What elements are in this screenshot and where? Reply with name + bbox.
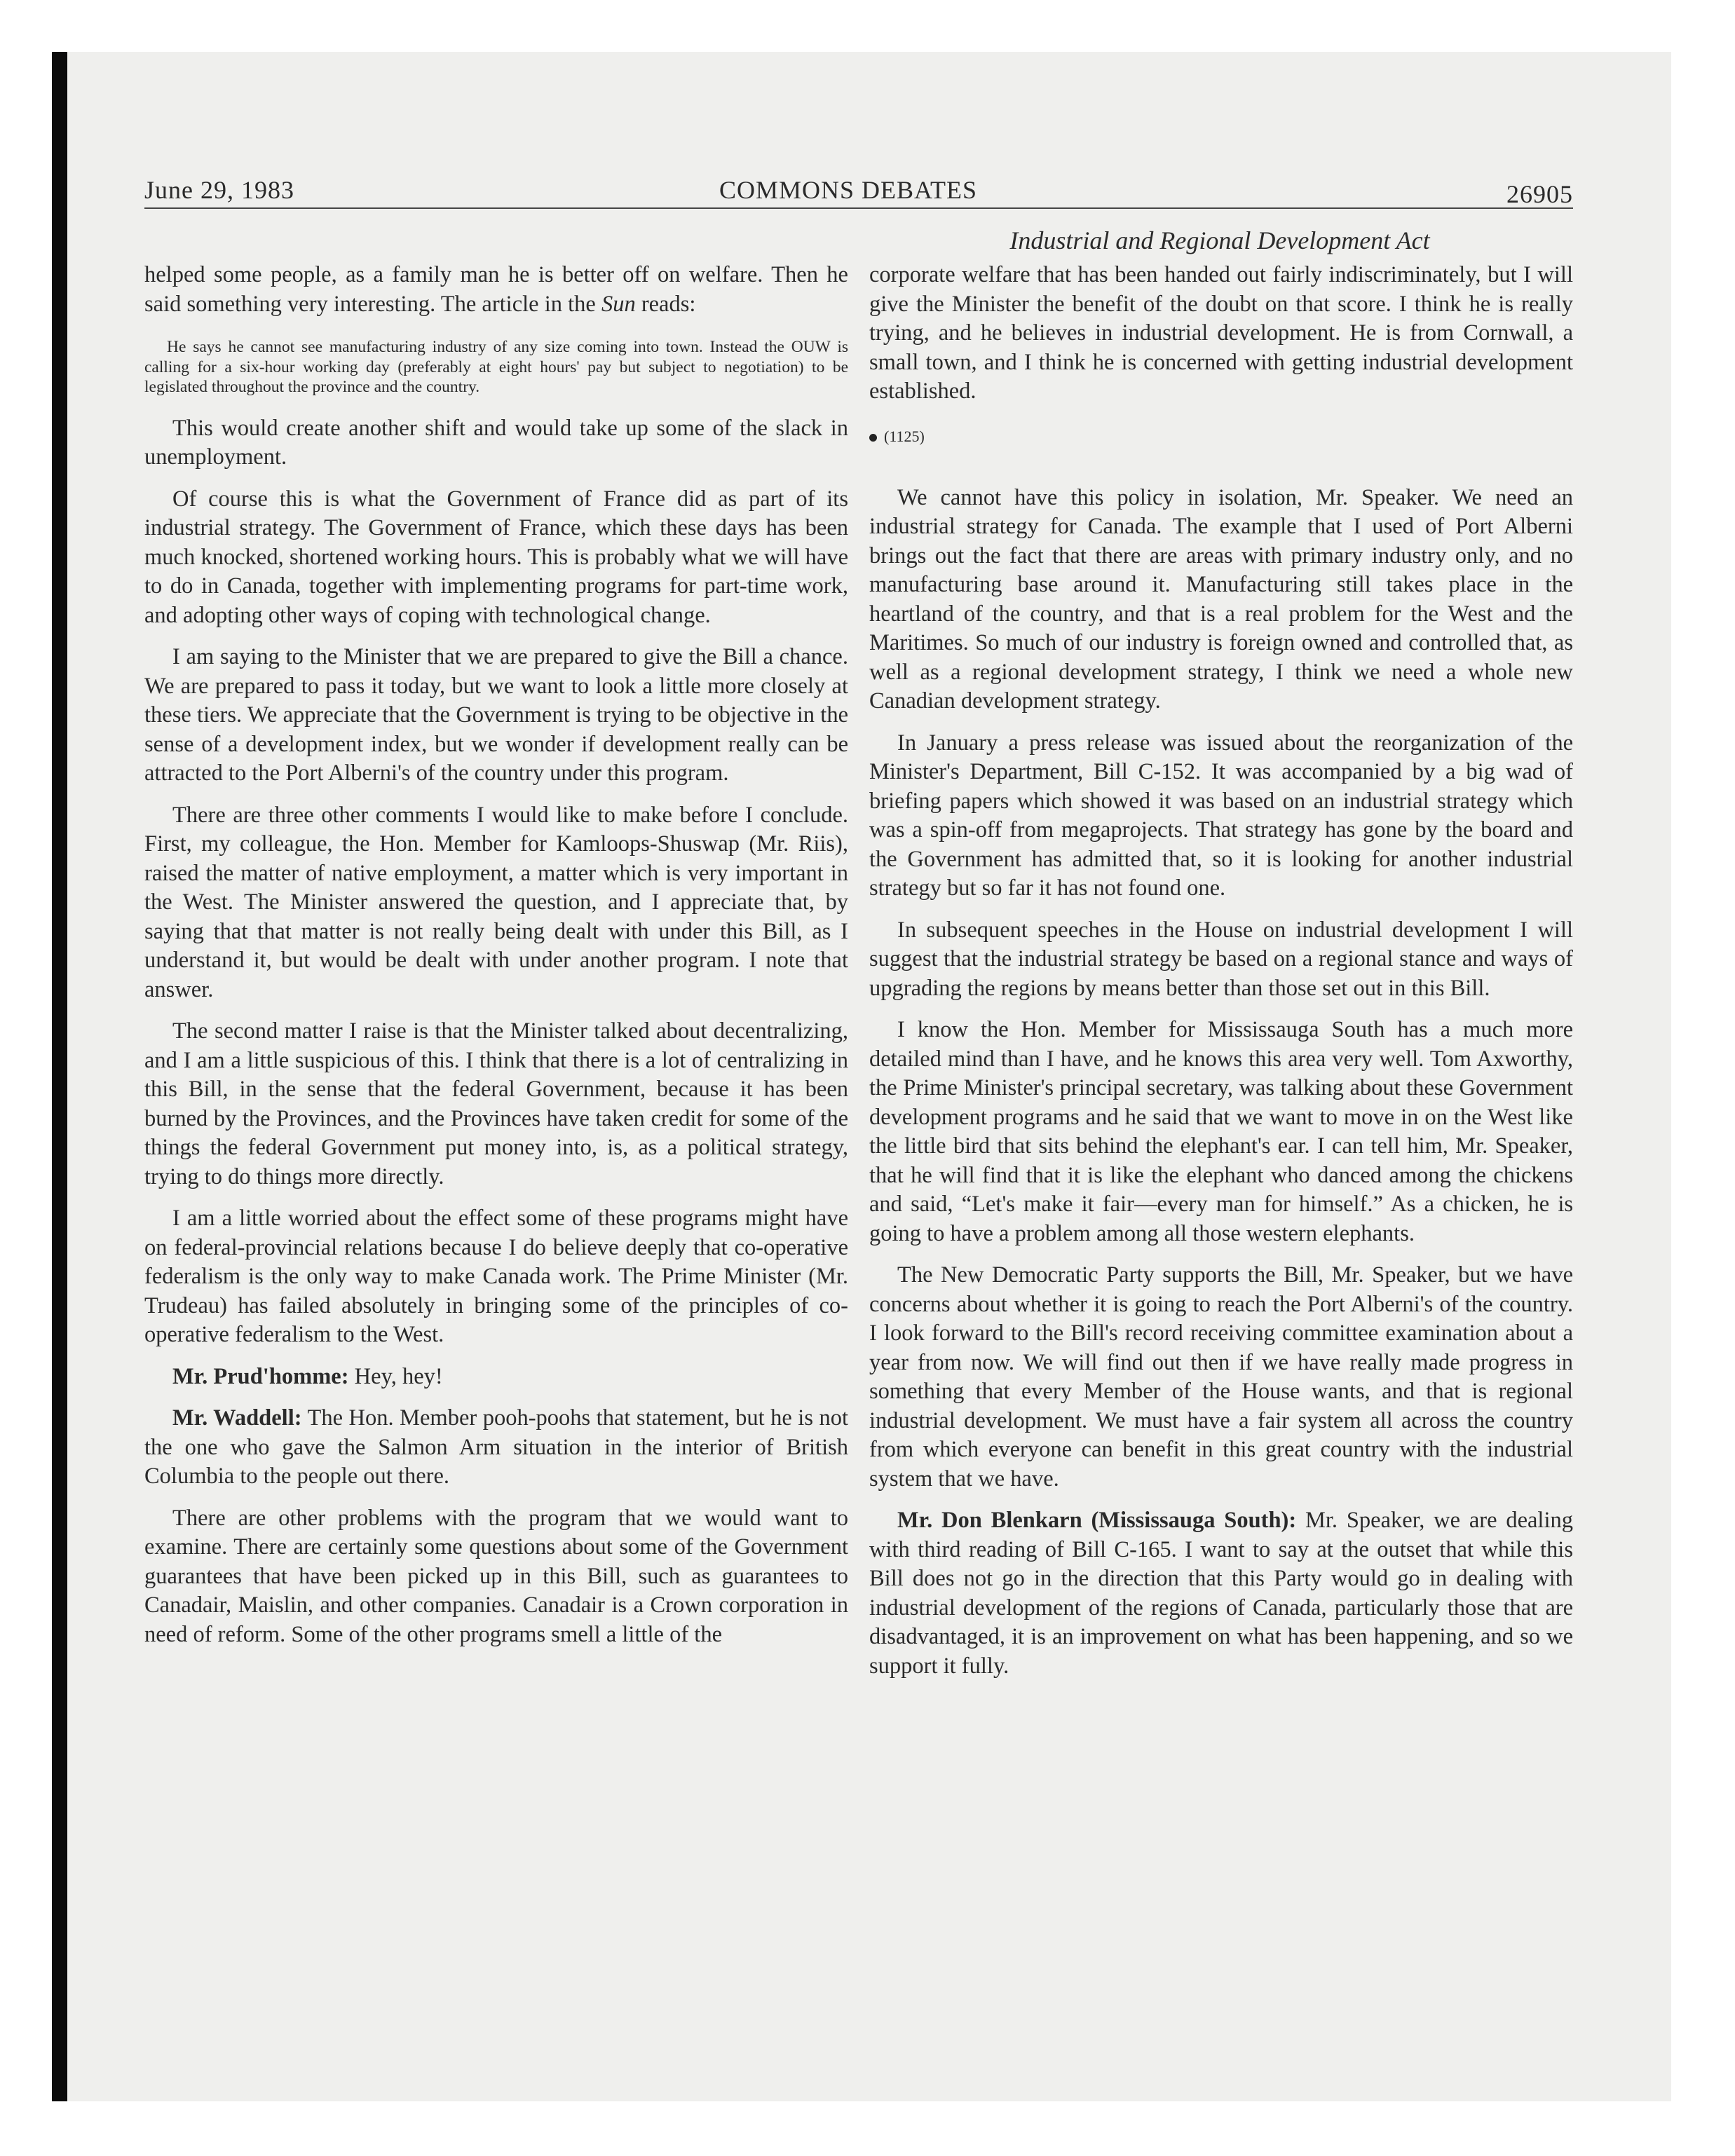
paragraph: There are three other comments I would like to make before I conclude. First, my colleague, the Hon. Member for Kamloops-Shuswap (Mr. Riis), raised the matter of native employment, a matter which is very important in the West. The Minister answered the question, and I appreciate that, by saying that that matter is not really being dealt with under this Bill, as I understand it, but would be dealt with under another program. I note that answer. (144, 802, 848, 1002)
paragraph: This would create another shift and would take up some of the slack in unemployment. (144, 415, 848, 470)
header-date: June 29, 1983 (144, 176, 294, 204)
paragraph: I am a little worried about the effect some of these programs might have on federal-provincial relations because I do believe deeply that co-operative federalism is the only way to make Canada work. The Prime Minister (Mr. Trudeau) has failed absolutely in bringing some of the principles of co-operative federalism to the West. (144, 1206, 848, 1347)
speaker-name: Mr. Prud'homme: (172, 1363, 349, 1389)
speaker-name: Mr. Don Blenkarn (Mississauga South): (897, 1508, 1297, 1533)
speaker-paragraph: Mr. Don Blenkarn (Mississauga South): Mr. Speaker, we are dealing with third reading of Bill C-165. I want to say at the outset that while this Bill does not go in the direction that this Party would go in dealing with industrial development of the regions of Canada, particularly those that are disadvantaged, it is an improvement on what has been happening, and so we support it fully. (869, 1508, 1573, 1679)
right-column (869, 261, 1573, 1693)
scan-binding-edge (52, 52, 67, 2101)
speaker-name: Mr. Waddell: (172, 1405, 302, 1431)
paragraph: In subsequent speeches in the House on industrial development I will suggest that the industrial strategy be based on a regional stance and ways of upgrading the regions by means better than those set out in this Bill. (869, 917, 1573, 1001)
bullet-dot-icon (869, 434, 877, 442)
paragraph: corporate welfare that has been handed out fairly indiscriminately, but I will give the Minister the benefit of the doubt on that score. I think he is really trying, and he believes in industrial development. He is from Cornwall, a small town, and I think he is concerned with getting industrial development established. (869, 262, 1573, 404)
paragraph: The New Democratic Party supports the Bill, Mr. Speaker, but we have concerns about whether it is going to reach the Port Alberni's of the country. I look forward to the Bill's record receiving committee examination about a year from now. We will find out then if we have really made progress in something that every Member of the House wants, and that is regional industrial development. We must have a fair system all across the country from which everyone can benefit in this great country with the industrial system that we have. (869, 1262, 1573, 1492)
newspaper-name: Sun (601, 291, 636, 317)
left-column (144, 261, 848, 1662)
paragraph: In January a press release was issued about the reorganization of the Minister's Department, Bill C-152. It was accompanied by a big wad of briefing papers which showed it was based on an industrial strategy which was a spin-off from megaprojects. That strategy has gone by the board and the Government has admitted that, so it is looking for another industrial strategy but so far it has not found one. (869, 730, 1573, 901)
speaker-paragraph: Mr. Prud'homme: Hey, hey! (172, 1363, 443, 1389)
header-publication-title: COMMONS DEBATES (719, 176, 978, 204)
paragraph: Of course this is what the Government of France did as part of its industrial strategy. The Government of France, which these days has been much knocked, shortened working hours. This is probably what we will have to do in Canada, together with implementing programs for part-time work, and adopting other ways of coping with technological change. (144, 486, 848, 628)
header-page-number: 26905 (1506, 180, 1573, 208)
paragraph: We cannot have this policy in isolation, Mr. Speaker. We need an industrial strategy for Canada. The example that I used of Port Alberni brings out the fact that there are areas with primary industry only, and no manufacturing base around it. Manufacturing still takes place in the heartland of the country, and that is a real problem for the West and the Maritimes. So much of our industry is foreign owned and controlled that, as well as a regional development strategy, I think we need a whole new Canadian development strategy. (869, 484, 1573, 714)
paragraph: I am saying to the Minister that we are prepared to give the Bill a chance. We are prepared to pass it today, but we want to look a little more closely at these tiers. We appreciate that the Government is trying to be objective in the sense of a development index, but we wonder if development really can be attracted to the Port Alberni's of the country under this program. (144, 644, 848, 786)
paragraph: I know the Hon. Member for Mississauga South has a much more detailed mind than I have, and he knows this area very well. Tom Axworthy, the Prime Minister's principal secretary, was talking about these Government development programs and he said that we want to move in on the West like the little bird that sits behind the elephant's ear. I can tell him, Mr. Speaker, that he will find that it is like the elephant who danced among the chickens and said, “Let's make it fair—every man for himself.” As a chicken, he is going to have a problem among all those western elephants. (869, 1017, 1573, 1246)
paragraph: helped some people, as a family man he is better off on welfare. Then he said something very interesting. The article in the Sun reads: (144, 262, 848, 317)
section-running-title: Industrial and Regional Development Act (1009, 226, 1430, 254)
paragraph: There are other problems with the program that we would want to examine. There are certainly some questions about some of the Government guarantees that have been picked up in this Bill, such as guarantees to Canadair, Maislin, and other companies. Canadair is a Crown corporation in need of reform. Some of the other programs smell a little of the (144, 1505, 848, 1647)
block-quote: He says he cannot see manufacturing industry of any size coming into town. Instead the OUW is calling for a six-hour working day (preferably at eight hours' pay but subject to negotiation) to be legislated throughout the province and the country. (144, 338, 848, 396)
paragraph: The second matter I raise is that the Minister talked about decentralizing, and I am a little suspicious of this. I think that there is a lot of centralizing in this Bill, in the sense that the federal Government, because it has been burned by the Provinces, and the Provinces have taken credit for some of the things the federal Government put money into, is, as a political strategy, trying to do things more directly. (144, 1018, 848, 1189)
speaker-paragraph: Mr. Waddell: The Hon. Member pooh-poohs that statement, but he is not the one who gave the Salmon Arm situation in the interior of British Columbia to the people out there. (144, 1405, 848, 1489)
time-marker: (1125) (869, 426, 1573, 447)
page-header (144, 168, 1573, 209)
